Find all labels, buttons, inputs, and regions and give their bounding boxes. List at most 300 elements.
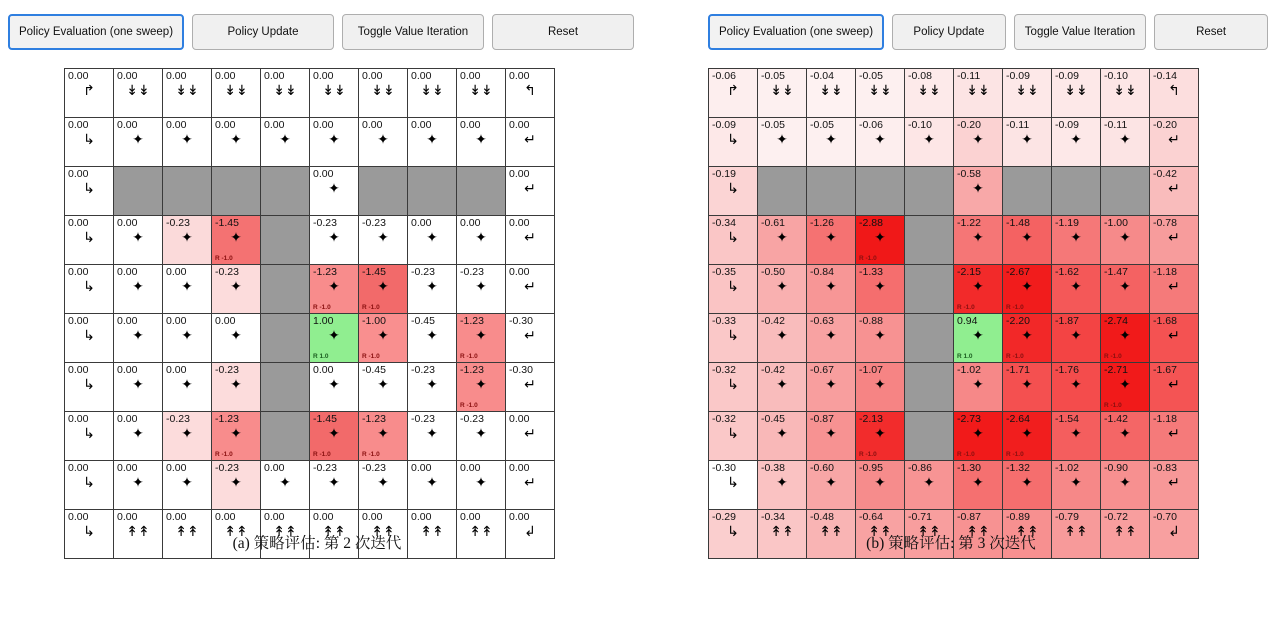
grid-cell-wall xyxy=(807,167,856,216)
policy-arrow-icon: ✦ xyxy=(1119,229,1131,245)
policy-arrow-icon: ↳ xyxy=(83,523,95,539)
grid-cell[interactable] xyxy=(114,216,163,265)
grid-cell[interactable] xyxy=(856,461,905,510)
policy-arrow-icon: ✦ xyxy=(328,229,340,245)
grid-cell-wall xyxy=(261,314,310,363)
cell-value: -0.14 xyxy=(1153,70,1177,82)
grid-cell[interactable] xyxy=(1052,461,1101,510)
grid-cell-wall xyxy=(905,216,954,265)
policy-arrow-icon: ↟↟ xyxy=(420,523,444,539)
grid-cell[interactable] xyxy=(163,265,212,314)
grid-cell[interactable] xyxy=(1003,216,1052,265)
policy-arrow-icon: ✦ xyxy=(377,229,389,245)
grid-cell[interactable] xyxy=(758,216,807,265)
cell-value: -0.30 xyxy=(509,364,533,376)
grid-cell[interactable] xyxy=(114,118,163,167)
cell-value: 0.00 xyxy=(117,364,138,376)
grid-cell-wall xyxy=(758,167,807,216)
grid-cell[interactable] xyxy=(905,69,954,118)
grid-cell[interactable] xyxy=(1101,216,1150,265)
grid-cell[interactable] xyxy=(310,412,359,461)
grid-cell[interactable] xyxy=(212,216,261,265)
grid-cell[interactable] xyxy=(212,265,261,314)
cell-value: -0.05 xyxy=(859,70,883,82)
cell-value: -2.73 xyxy=(957,413,981,425)
reset-button[interactable]: Reset xyxy=(492,14,634,50)
policy-evaluation-button[interactable]: Policy Evaluation (one sweep) xyxy=(708,14,884,50)
grid-cell[interactable] xyxy=(1150,118,1199,167)
grid-cell[interactable] xyxy=(1052,412,1101,461)
grid-cell[interactable] xyxy=(65,461,114,510)
grid-cell[interactable] xyxy=(310,69,359,118)
grid-row xyxy=(709,412,1199,461)
grid-row xyxy=(65,216,555,265)
grid-cell-wall xyxy=(1101,167,1150,216)
grid-cell[interactable] xyxy=(408,461,457,510)
grid-cell[interactable] xyxy=(1003,69,1052,118)
grid-cell[interactable] xyxy=(359,461,408,510)
grid-cell[interactable] xyxy=(954,216,1003,265)
grid-cell[interactable] xyxy=(1052,216,1101,265)
policy-arrow-icon: ↵ xyxy=(1168,376,1180,392)
grid-cell[interactable] xyxy=(1150,216,1199,265)
grid-cell[interactable] xyxy=(65,69,114,118)
cell-value: 0.00 xyxy=(166,364,187,376)
policy-arrow-icon: ↳ xyxy=(83,180,95,196)
grid-cell[interactable] xyxy=(1052,265,1101,314)
grid-cell[interactable] xyxy=(114,363,163,412)
cell-value: 0.00 xyxy=(68,70,89,82)
grid-cell[interactable] xyxy=(212,412,261,461)
grid-cell[interactable] xyxy=(758,412,807,461)
grid-cell[interactable] xyxy=(457,69,506,118)
policy-arrow-icon: ↳ xyxy=(727,278,739,294)
cell-value: 0.00 xyxy=(117,462,138,474)
cell-value: -0.05 xyxy=(810,119,834,131)
grid-cell[interactable] xyxy=(457,412,506,461)
policy-update-button[interactable]: Policy Update xyxy=(892,14,1006,50)
grid-cell[interactable] xyxy=(807,363,856,412)
grid-cell[interactable] xyxy=(954,461,1003,510)
policy-arrow-icon: ✦ xyxy=(377,278,389,294)
cell-value: -0.23 xyxy=(313,217,337,229)
cell-value: -1.48 xyxy=(1006,217,1030,229)
grid-cell[interactable] xyxy=(65,412,114,461)
grid-cell[interactable] xyxy=(506,216,555,265)
grid-cell[interactable] xyxy=(359,216,408,265)
cell-value: -0.67 xyxy=(810,364,834,376)
cell-value: 0.00 xyxy=(460,70,481,82)
grid-cell[interactable] xyxy=(709,412,758,461)
cell-reward-label: R -1.0 xyxy=(957,451,975,458)
grid-cell[interactable] xyxy=(359,363,408,412)
grid-cell[interactable] xyxy=(163,216,212,265)
policy-arrow-icon: ✦ xyxy=(475,376,487,392)
grid-cell[interactable] xyxy=(212,314,261,363)
grid-cell[interactable] xyxy=(408,412,457,461)
cell-value: -0.23 xyxy=(362,462,386,474)
grid-cell[interactable] xyxy=(856,363,905,412)
grid-cell[interactable] xyxy=(114,461,163,510)
cell-reward-label: R -1.0 xyxy=(1104,402,1122,409)
policy-arrow-icon: ↵ xyxy=(1168,327,1180,343)
grid-cell[interactable] xyxy=(709,69,758,118)
grid-cell[interactable] xyxy=(1101,363,1150,412)
policy-arrow-icon: ✦ xyxy=(776,327,788,343)
policy-evaluation-button[interactable]: Policy Evaluation (one sweep) xyxy=(8,14,184,50)
grid-cell[interactable] xyxy=(856,216,905,265)
grid-cell[interactable] xyxy=(261,118,310,167)
policy-arrow-icon: ✦ xyxy=(230,131,242,147)
grid-cell[interactable] xyxy=(758,314,807,363)
grid-cell[interactable] xyxy=(807,118,856,167)
grid-cell[interactable] xyxy=(954,363,1003,412)
policy-arrow-icon: ↵ xyxy=(524,131,536,147)
grid-cell[interactable] xyxy=(709,363,758,412)
cell-value: 0.00 xyxy=(117,511,138,523)
grid-cell[interactable] xyxy=(163,69,212,118)
grid-cell[interactable] xyxy=(709,314,758,363)
grid-cell[interactable] xyxy=(163,363,212,412)
grid-cell[interactable] xyxy=(856,314,905,363)
grid-cell[interactable] xyxy=(758,118,807,167)
cell-value: 0.94 xyxy=(957,315,978,327)
grid-cell[interactable] xyxy=(1052,363,1101,412)
grid-cell[interactable] xyxy=(856,118,905,167)
grid-cell[interactable] xyxy=(65,314,114,363)
policy-arrow-icon: ↡↡ xyxy=(1015,82,1039,98)
grid-cell[interactable] xyxy=(310,167,359,216)
cell-value: -2.15 xyxy=(957,266,981,278)
policy-arrow-icon: ↡↡ xyxy=(322,82,346,98)
grid-cell[interactable] xyxy=(310,265,359,314)
grid-cell[interactable] xyxy=(1003,363,1052,412)
grid-cell[interactable] xyxy=(709,118,758,167)
policy-update-button[interactable]: Policy Update xyxy=(192,14,334,50)
grid-cell[interactable] xyxy=(310,363,359,412)
grid-cell[interactable] xyxy=(1003,461,1052,510)
grid-cell[interactable] xyxy=(856,265,905,314)
grid-cell[interactable] xyxy=(212,363,261,412)
grid-cell[interactable] xyxy=(1101,69,1150,118)
cell-value: -0.45 xyxy=(362,364,386,376)
grid-cell[interactable] xyxy=(506,461,555,510)
grid-cell[interactable] xyxy=(856,69,905,118)
grid-cell[interactable] xyxy=(359,265,408,314)
cell-value: 0.00 xyxy=(411,511,432,523)
policy-arrow-icon: ✦ xyxy=(181,474,193,490)
grid-cell[interactable] xyxy=(758,265,807,314)
grid-cell[interactable] xyxy=(1003,412,1052,461)
grid-cell[interactable] xyxy=(709,167,758,216)
cell-value: 0.00 xyxy=(166,70,187,82)
grid-cell[interactable] xyxy=(457,461,506,510)
grid-cell[interactable] xyxy=(212,69,261,118)
cell-reward-label: R 1.0 xyxy=(313,353,329,360)
grid-cell[interactable] xyxy=(1101,265,1150,314)
grid-cell[interactable] xyxy=(212,461,261,510)
grid-cell[interactable] xyxy=(1052,69,1101,118)
policy-arrow-icon: ↳ xyxy=(727,474,739,490)
policy-arrow-icon: ✦ xyxy=(181,131,193,147)
grid-cell[interactable] xyxy=(65,363,114,412)
grid-cell[interactable] xyxy=(359,69,408,118)
cell-value: 0.00 xyxy=(509,168,530,180)
grid-cell[interactable] xyxy=(114,69,163,118)
grid-cell[interactable] xyxy=(954,265,1003,314)
policy-arrow-icon: ↟↟ xyxy=(126,523,150,539)
policy-arrow-icon: ✦ xyxy=(426,425,438,441)
policy-arrow-icon: ✦ xyxy=(972,180,984,196)
grid-cell[interactable] xyxy=(310,118,359,167)
grid-cell[interactable] xyxy=(1101,461,1150,510)
policy-arrow-icon: ↟↟ xyxy=(917,523,941,539)
policy-arrow-icon: ↟↟ xyxy=(175,523,199,539)
policy-arrow-icon: ↟↟ xyxy=(868,523,892,539)
policy-arrow-icon: ↵ xyxy=(524,474,536,490)
grid-cell[interactable] xyxy=(1150,265,1199,314)
grid-cell[interactable] xyxy=(758,461,807,510)
grid-cell[interactable] xyxy=(954,118,1003,167)
policy-arrow-icon: ↱ xyxy=(727,82,739,98)
grid-cell[interactable] xyxy=(506,69,555,118)
grid-row xyxy=(709,265,1199,314)
policy-arrow-icon: ↳ xyxy=(83,425,95,441)
grid-cell[interactable] xyxy=(1101,118,1150,167)
policy-arrow-icon: ↡↡ xyxy=(1113,82,1137,98)
policy-arrow-icon: ✦ xyxy=(328,425,340,441)
grid-cell[interactable] xyxy=(310,216,359,265)
cell-value: -0.70 xyxy=(1153,511,1177,523)
cell-value: 0.00 xyxy=(509,511,530,523)
grid-cell[interactable] xyxy=(954,412,1003,461)
grid-cell[interactable] xyxy=(506,412,555,461)
panel-a xyxy=(0,0,634,559)
policy-arrow-icon: ✦ xyxy=(874,278,886,294)
grid-cell[interactable] xyxy=(709,265,758,314)
cell-value: -2.20 xyxy=(1006,315,1030,327)
grid-cell[interactable] xyxy=(758,69,807,118)
grid-cell[interactable] xyxy=(408,314,457,363)
policy-arrow-icon: ✦ xyxy=(825,327,837,343)
policy-arrow-icon: ✦ xyxy=(1021,425,1033,441)
grid-cell[interactable] xyxy=(408,118,457,167)
grid-cell[interactable] xyxy=(212,118,261,167)
grid-row xyxy=(709,363,1199,412)
grid-cell[interactable] xyxy=(65,265,114,314)
grid-row xyxy=(65,167,555,216)
grid-cell[interactable] xyxy=(359,412,408,461)
cell-value: -0.23 xyxy=(166,217,190,229)
policy-arrow-icon: ↵ xyxy=(524,278,536,294)
cell-value: -0.11 xyxy=(957,70,981,82)
toggle-value-iteration-button[interactable]: Toggle Value Iteration xyxy=(1014,14,1146,50)
grid-cell[interactable] xyxy=(807,314,856,363)
grid-cell[interactable] xyxy=(1003,314,1052,363)
cell-value: -1.76 xyxy=(1055,364,1079,376)
cell-value: -0.06 xyxy=(712,70,736,82)
grid-cell[interactable] xyxy=(1150,412,1199,461)
cell-value: -1.87 xyxy=(1055,315,1079,327)
grid-cell[interactable] xyxy=(408,363,457,412)
cell-value: 0.00 xyxy=(117,217,138,229)
grid-cell[interactable] xyxy=(807,216,856,265)
policy-arrow-icon: ✦ xyxy=(776,376,788,392)
grid-cell[interactable] xyxy=(954,69,1003,118)
cell-value: -0.50 xyxy=(761,266,785,278)
cell-value: -0.34 xyxy=(761,511,785,523)
grid-cell[interactable] xyxy=(1101,314,1150,363)
cell-value: -0.30 xyxy=(712,462,736,474)
policy-arrow-icon: ✦ xyxy=(475,474,487,490)
grid-cell[interactable] xyxy=(114,412,163,461)
grid-cell[interactable] xyxy=(457,118,506,167)
grid-cell[interactable] xyxy=(758,363,807,412)
grid-cell[interactable] xyxy=(856,412,905,461)
grid-cell[interactable] xyxy=(807,461,856,510)
grid-cell[interactable] xyxy=(163,412,212,461)
grid-cell[interactable] xyxy=(457,314,506,363)
policy-arrow-icon: ✦ xyxy=(230,327,242,343)
grid-cell[interactable] xyxy=(506,363,555,412)
grid-cell[interactable] xyxy=(408,216,457,265)
cell-value: -1.26 xyxy=(810,217,834,229)
grid-cell[interactable] xyxy=(807,265,856,314)
grid-cell[interactable] xyxy=(709,216,758,265)
grid-cell[interactable] xyxy=(359,118,408,167)
policy-arrow-icon: ↱ xyxy=(83,82,95,98)
grid-cell[interactable] xyxy=(905,118,954,167)
grid-cell[interactable] xyxy=(1003,265,1052,314)
cell-reward-label: R -1.0 xyxy=(313,304,331,311)
cell-value: -0.58 xyxy=(957,168,981,180)
policy-arrow-icon: ✦ xyxy=(328,327,340,343)
cell-value: -0.23 xyxy=(313,462,337,474)
grid-cell[interactable] xyxy=(807,69,856,118)
cell-value: -0.42 xyxy=(761,315,785,327)
policy-arrow-icon: ✦ xyxy=(181,327,193,343)
cell-value: -0.23 xyxy=(362,217,386,229)
grid-cell[interactable] xyxy=(65,216,114,265)
policy-arrow-icon: ✦ xyxy=(475,425,487,441)
policy-arrow-icon: ✦ xyxy=(923,474,935,490)
grid-cell[interactable] xyxy=(807,412,856,461)
grid-cell[interactable] xyxy=(954,314,1003,363)
grid-cell[interactable] xyxy=(65,118,114,167)
grid-cell[interactable] xyxy=(457,216,506,265)
cell-value: -1.00 xyxy=(1104,217,1128,229)
grid-cell[interactable] xyxy=(359,314,408,363)
cell-value: -0.23 xyxy=(166,413,190,425)
grid-cell[interactable] xyxy=(310,314,359,363)
cell-value: -0.90 xyxy=(1104,462,1128,474)
cell-value: -0.20 xyxy=(957,119,981,131)
grid-cell[interactable] xyxy=(954,167,1003,216)
cell-value: -0.48 xyxy=(810,511,834,523)
grid-cell[interactable] xyxy=(408,265,457,314)
cell-reward-label: R -1.0 xyxy=(859,451,877,458)
policy-arrow-icon: ✦ xyxy=(426,278,438,294)
grid-cell[interactable] xyxy=(1150,363,1199,412)
policy-arrow-icon: ↵ xyxy=(1168,131,1180,147)
grid-row xyxy=(709,167,1199,216)
grid-cell[interactable] xyxy=(163,118,212,167)
cell-value: -1.67 xyxy=(1153,364,1177,376)
grid-row xyxy=(65,118,555,167)
reset-button[interactable]: Reset xyxy=(1154,14,1268,50)
cell-value: -2.74 xyxy=(1104,315,1128,327)
grid-cell[interactable] xyxy=(1150,314,1199,363)
grid-cell[interactable] xyxy=(1003,118,1052,167)
grid-cell-wall xyxy=(905,412,954,461)
policy-arrow-icon: ↵ xyxy=(524,229,536,245)
toggle-value-iteration-button[interactable]: Toggle Value Iteration xyxy=(342,14,484,50)
policy-arrow-icon: ✦ xyxy=(1021,474,1033,490)
grid-cell[interactable] xyxy=(310,461,359,510)
grid-cell[interactable] xyxy=(114,314,163,363)
policy-arrow-icon: ✦ xyxy=(181,425,193,441)
grid-cell[interactable] xyxy=(905,461,954,510)
grid-cell[interactable] xyxy=(1101,412,1150,461)
cell-value: -0.32 xyxy=(712,413,736,425)
toolbar-a xyxy=(0,0,634,50)
grid-cell[interactable] xyxy=(1150,167,1199,216)
policy-arrow-icon: ✦ xyxy=(132,327,144,343)
grid-cell[interactable] xyxy=(1150,69,1199,118)
grid-cell[interactable] xyxy=(114,265,163,314)
grid-cell[interactable] xyxy=(506,265,555,314)
policy-arrow-icon: ↳ xyxy=(83,229,95,245)
cell-value: -1.30 xyxy=(957,462,981,474)
grid-cell-wall xyxy=(1003,167,1052,216)
grid-cell-wall xyxy=(905,363,954,412)
grid-cell[interactable] xyxy=(65,167,114,216)
grid-cell[interactable] xyxy=(1052,314,1101,363)
grid-cell[interactable] xyxy=(408,69,457,118)
policy-arrow-icon: ✦ xyxy=(475,131,487,147)
cell-value: -1.42 xyxy=(1104,413,1128,425)
grid-cell[interactable] xyxy=(1052,118,1101,167)
grid-cell[interactable] xyxy=(457,363,506,412)
cell-value: -0.09 xyxy=(712,119,736,131)
policy-arrow-icon: ✦ xyxy=(132,229,144,245)
cell-value: -0.87 xyxy=(810,413,834,425)
cell-value: -1.71 xyxy=(1006,364,1030,376)
grid-cell[interactable] xyxy=(457,265,506,314)
cell-value: -0.10 xyxy=(1104,70,1128,82)
grid-cell[interactable] xyxy=(1150,461,1199,510)
cell-value: 0.00 xyxy=(215,511,236,523)
grid-cell[interactable] xyxy=(261,69,310,118)
policy-arrow-icon: ↟↟ xyxy=(273,523,297,539)
grid-cell[interactable] xyxy=(506,118,555,167)
policy-arrow-icon: ↟↟ xyxy=(469,523,493,539)
grid-cell[interactable] xyxy=(261,461,310,510)
cell-value: -0.19 xyxy=(712,168,736,180)
policy-arrow-icon: ↡↡ xyxy=(868,82,892,98)
grid-cell[interactable] xyxy=(506,314,555,363)
cell-value: -2.71 xyxy=(1104,364,1128,376)
grid-cell[interactable] xyxy=(163,314,212,363)
grid-cell[interactable] xyxy=(506,167,555,216)
cell-reward-label: R -1.0 xyxy=(362,353,380,360)
cell-value: 0.00 xyxy=(313,511,334,523)
policy-arrow-icon: ↟↟ xyxy=(322,523,346,539)
cell-reward-label: R 1.0 xyxy=(957,353,973,360)
grid-cell[interactable] xyxy=(163,461,212,510)
grid-cell[interactable] xyxy=(709,461,758,510)
cell-value: -0.23 xyxy=(215,364,239,376)
